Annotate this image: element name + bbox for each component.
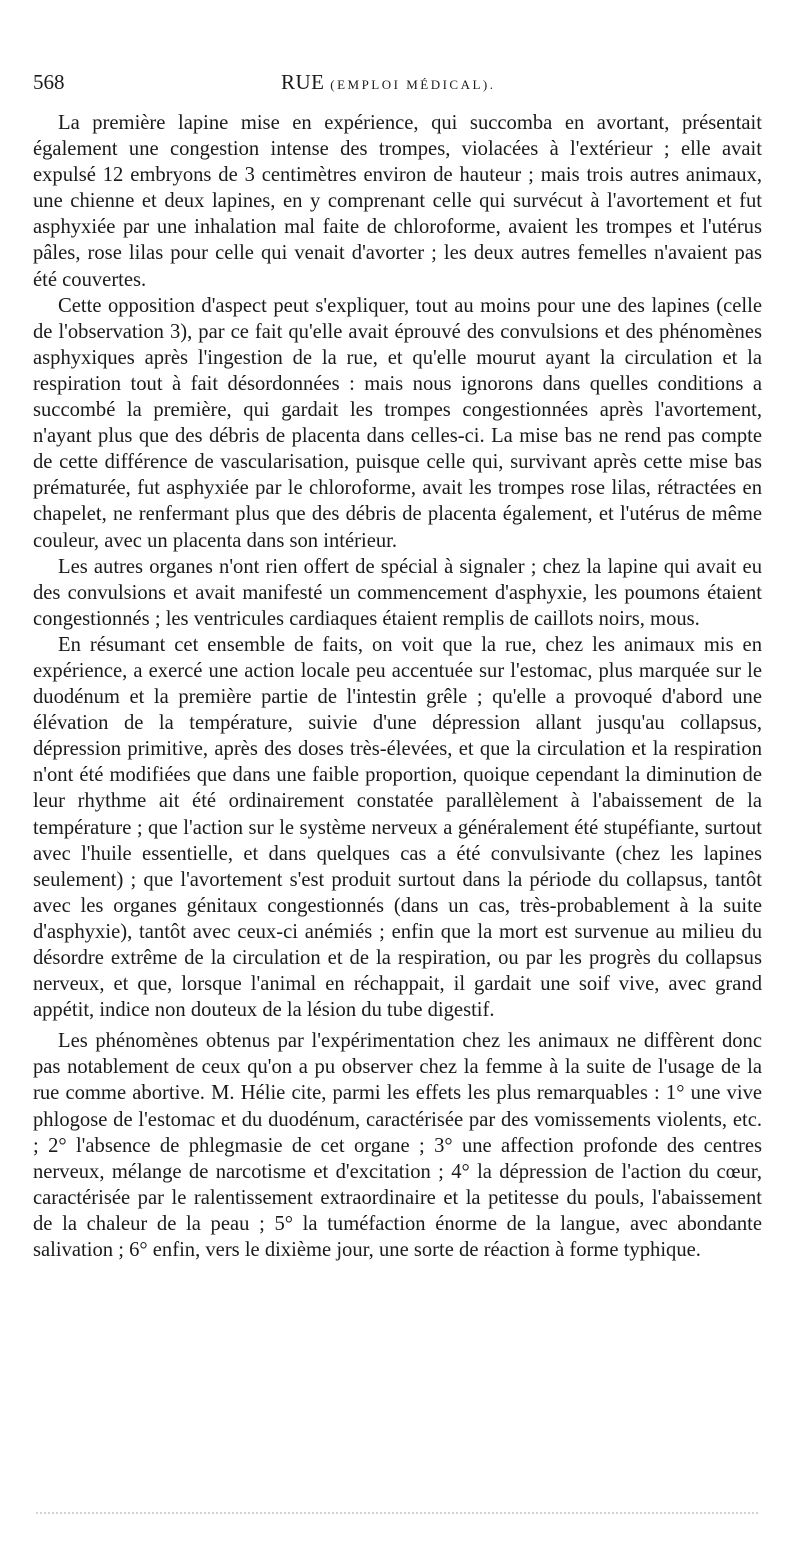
faded-footer-line	[36, 1512, 758, 1516]
paragraph-3: Les autres organes n'ont rien offert de spécial à signaler ; chez la lapine qui avait eu des convulsions et avait manifesté un commencement d'asphyxie, les poumons étaient congestionnés ; les ventricules cardiaques étaient remplis de caillots noirs, mous.	[33, 555, 762, 630]
paragraph-5: Les phénomènes obtenus par l'expérimentation chez les animaux ne diffèrent donc pas notablement de ceux qu'on a pu observer chez la femme à la suite de l'usage de la rue comme abortive. M. Hélie cite, parmi les effets les plus remarquables : 1° une vive phlogose de l'estomac et du duodénum, caractérisée par des vomissements violents, etc. ; 2° l'absence de phlegmasie de cet organe ; 3° une affection profonde des centres nerveux, mélange de narcotisme et d'excitation ; 4° la dépression de l'action du cœur, caractérisée par le ralentissement extraordinaire et la petitesse du pouls, l'abaissement de la chaleur de la peau ; 5° la tuméfaction énorme de la langue, avec abondante salivation ; 6° enfin, vers le dixième jour, une sorte de réaction à forme typhique.	[33, 1030, 762, 1262]
running-title	[281, 70, 496, 95]
page-number: 568	[33, 70, 65, 94]
page-body	[33, 110, 762, 1263]
page-header	[33, 70, 773, 100]
paragraph-2: Cette opposition d'aspect peut s'expliquer, tout au moins pour une des lapines (celle de l'observation 3), par ce fait qu'elle avait éprouvé des convulsions et des phénomènes asphyxiques après l'ingestion de la rue, et qu'elle mourut ayant la circulation et la respiration tout à fait désordonnées : mais nous ignorons dans quelles conditions a succombé la première, qui gardait les trompes congestionnées après l'avortement, n'ayant plus que des débris de placenta dans celles-ci. La mise bas ne rend pas compte de cette différence de vascularisation, puisque celle qui, survivant après cette mise bas prématurée, fut asphyxiée par le chloroforme, avait les trompes rose lilas, rétractées en chapelet, ne renfermant plus que des débris de placenta également, et l'utérus de même couleur, avec un placenta dans son intérieur.	[33, 294, 762, 552]
running-title-sub: (EMPLOI MÉDICAL).	[330, 77, 496, 92]
paragraph-4: En résumant cet ensemble de faits, on voit que la rue, chez les animaux mis en expérience, a exercé une action locale peu accentuée sur l'estomac, plus marquée sur le duodénum et la première partie de l'intestin grêle ; qu'elle a provoqué d'abord une élévation de la température, suivie d'une dépression allant jusqu'au collapsus, dépression primitive, après des doses très-élevées, et que la circulation et la respiration n'ont été modifiées que dans une faible proportion, quoique cependant la diminution de leur rhythme ait été ordinairement constatée parallèlement à l'abaissement de la température ; que l'action sur le système nerveux a généralement été stupéfiante, surtout avec l'huile essentielle, et dans quelques cas a été convulsivante (chez les lapines seulement) ; que l'avortement s'est produit surtout dans la période du collapsus, tantôt avec les organes génitaux congestionnés (dans un cas, très-probablement à la suite d'asphyxie), tantôt avec ceux-ci anémiés ; enfin que la mort est survenue au milieu du désordre extrême de la circulation et de la respiration, ou par les progrès du collapsus nerveux, et que, lorsque l'animal en réchappait, il gardait une soif vive, avec grand appétit, indice non douteux de la lésion du tube digestif.	[33, 633, 762, 1022]
paragraph-1: La première lapine mise en expérience, qui succomba en avortant, présentait également une congestion intense des trompes, violacées à l'extérieur ; elle avait expulsé 12 embryons de 3 centimètres environ de hauteur ; mais trois autres animaux, une chienne et deux lapines, en y comprenant celle qui survécut à l'avortement et fut asphyxiée par une inhalation mal faite de chloroforme, avaient les trompes et l'utérus pâles, rose lilas pour celle qui venait d'avorter ; les deux autres femelles n'avaient pas été couvertes.	[33, 112, 762, 291]
running-title-main: RUE	[281, 70, 325, 94]
